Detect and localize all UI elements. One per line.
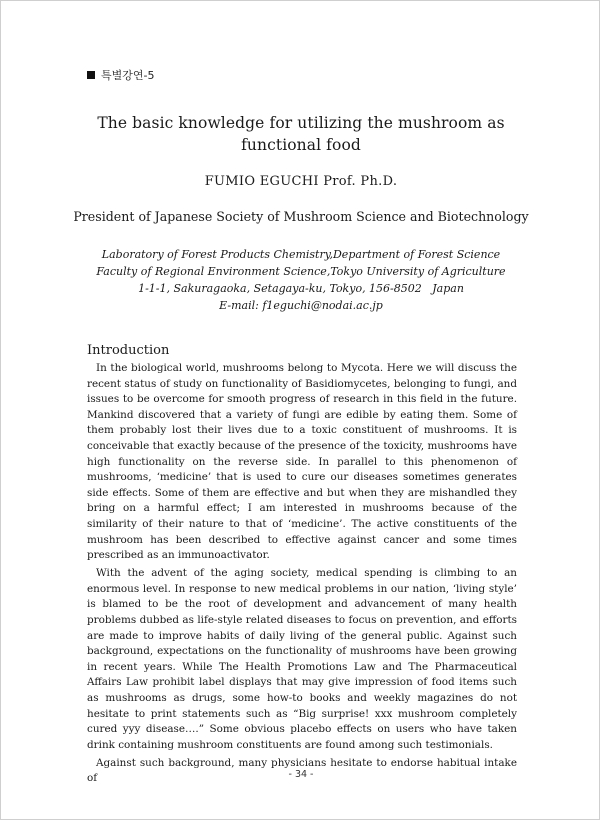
address-line: 1-1-1, Sakuragaoka, Setagaya-ku, Tokyo, 156-8502 Japan [138, 282, 464, 295]
author-address [1, 246, 600, 314]
paper-title-line-2: functional food [241, 136, 361, 154]
body-text [87, 361, 517, 790]
address-line: Laboratory of Forest Products Chemistry,Department of Forest Science [101, 248, 501, 261]
section-heading: Introduction [87, 343, 170, 358]
section-tag-label: 특별강연-5 [101, 69, 155, 82]
page-number: - 34 - [288, 769, 314, 780]
paper-title-line-1: The basic knowledge for utilizing the mushroom as [97, 114, 505, 132]
author-name: FUMIO EGUCHI Prof. Ph.D. [204, 174, 398, 189]
address-line: Faculty of Regional Environment Science,Tokyo University of Agriculture [96, 265, 506, 278]
paragraph: Against such background, many physicians hesitate to endorse habitual intake of [87, 756, 517, 785]
author-affiliation: President of Japanese Society of Mushroom Science and Biotechnology [73, 209, 529, 224]
section-tag [87, 67, 154, 83]
email-line: E-mail: f1eguchi@nodai.ac.jp [219, 299, 383, 312]
paragraph: With the advent of the aging society, medical spending is climbing to an enormous level. In response to new medical problems in our nation, ‘living style’ is blamed to be the root of development and advancement of many health problems dubbed as life-style related diseases to focus on prevention, and efforts are made to improve habits of daily living of the general public. Against such background, expectations on the functionality of mushrooms have been growing in recent years. While The Health Promotions Law and The Pharmaceutical Affairs Law prohibit label displays that may give impression of food items such as mushrooms as drugs, some how-to books and weekly magazines do not hesitate to print statements such as “Big surprise! xxx mushroom completely cured yyy disease….” Some obvious placebo effects on users who have taken drink containing mushroom constituents are found among such testimonials. [87, 567, 517, 751]
black-square-icon [87, 71, 95, 79]
paragraph: In the biological world, mushrooms belong to Mycota. Here we will discuss the recent status of study on functionality of Basidiomycetes, belonging to fungi, and issues to be overcome for smooth progress of research in this field in the future. Mankind discovered that a variety of fungi are edible by eating them. Some of them probably lost their lives due to a toxic constituent of mushrooms. It is conceivable that exactly because of the presence of the toxicity, mushrooms have high functionality on the reverse side. In parallel to this phenomenon of mushrooms, ‘medicine’ that is used to cure our diseases sometimes generates side effects. Some of them are effective and but when they are mishandled they bring on a harmful effect; I am interested in mushrooms because of the similarity of their nature to that of ‘medicine’. The active constituents of the mushroom has been described to effective against cancer and some times prescribed as an immunoactivator. [87, 362, 517, 562]
paper-title [61, 112, 541, 156]
